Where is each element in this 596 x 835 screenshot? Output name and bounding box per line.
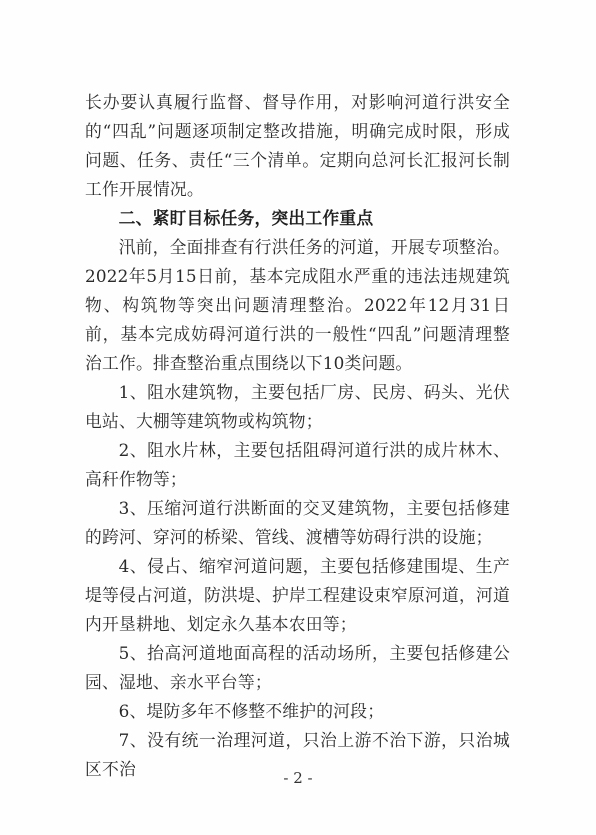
list-item-7: 7、没有统一治理河道，只治上游不治下游，只治城区不治: [85, 730, 510, 779]
paragraph-continuation: 长办要认真履行监督、督导作用，对影响河道行洪安全的“四乱”问题逐项制定整改措施，明确完成时限，形成问题、任务、责任“三个清单。定期向总河长汇报河长制工作开展情况。: [85, 92, 510, 199]
list-item-4: 4、侵占、缩窄河道问题，主要包括修建围堤、生产堤等侵占河道，防洪堤、护岸工程建设束窄原河道，河道内开垦耕地、划定永久基本农田等；: [85, 556, 510, 634]
list-item-5: 5、抬高河道地面高程的活动场所，主要包括修建公园、湿地、亲水平台等；: [85, 643, 510, 692]
page-number: - 2 -: [283, 769, 313, 787]
document-body: [85, 88, 510, 784]
list-item-2: 2、阻水片林，主要包括阻碍河道行洪的成片林木、高秆作物等；: [85, 440, 510, 489]
section-heading: 二、紧盯目标任务，突出工作重点: [118, 208, 374, 228]
list-item-3: 3、压缩河道行洪断面的交叉建筑物，主要包括修建的跨河、穿河的桥梁、管线、渡槽等妨碍行洪的设施；: [85, 498, 510, 547]
list-item-6: 6、堤防多年不修整不维护的河段；: [118, 701, 385, 721]
paragraph-schedule: 汛前，全面排查有行洪任务的河道，开展专项整治。2022年5月15日前，基本完成阻水严重的违法违规建筑物、构筑物等突出问题清理整治。2022年12月31日前，基本完成妨碍河道行洪的一般性“四乱”问题清理整治工作。排查整治重点围绕以下10类问题。: [85, 237, 510, 373]
list-item-1: 1、阻水建筑物，主要包括厂房、民房、码头、光伏电站、大棚等建筑物或构筑物；: [85, 382, 510, 431]
